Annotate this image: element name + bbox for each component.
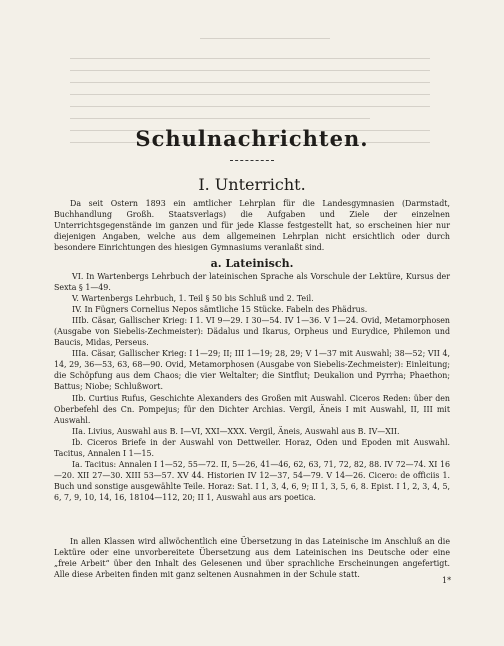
closing-paragraph (54, 536, 450, 580)
list-item: IIIb. Cäsar, Gallischer Krieg: I 1. VI 9—29. I 30—54. IV 1—36. V 1—24. Ovid, Metamorphosen (Ausgabe von Siebelis-Zechmeister): Dädalus und Ikarus, Orpheus und Eurydice, Philemon und Baucis, Midas, Perseus. (54, 316, 450, 348)
list-item: V. Wartenbergs Lehrbuch, 1. Teil § 50 bis Schluß und 2. Teil. (72, 294, 314, 304)
closing-text: In allen Klassen wird allwöchentlich eine Übersetzung in das Lateinische im Anschluß an die Lektüre oder eine unvorbereitete Übersetzung aus dem Lateinischen ins Deutsche oder eine „freie Arbeit“ über den Inhalt des Gelesenen und über sprachliche Erscheinungen angefertigt. Alle diese Arbeiten finden mit ganz seltenen Ausnahmen in der Schule statt. (54, 537, 450, 580)
intro-paragraph (54, 198, 450, 253)
list-item: Ib. Ciceros Briefe in der Auswahl von Dettweiler. Horaz, Oden und Epoden mit Auswahl. Tacitus, Annalen I 1—15. (54, 437, 450, 458)
list-item: IV. In Fügners Cornelius Nepos sämtliche 15 Stücke. Fabeln des Phädrus. (72, 305, 368, 315)
list-item: IIIa. Cäsar, Gallischer Krieg: I 1—29; II; III 1—19; 28, 29; V 1—37 mit Auswahl; 38—52; VII 4, 14, 29, 36—53, 63, 68—90. Ovid, Metamorphosen (Ausgabe von Siebelis-Zechmeister): Einleitung; die Schöpfung aus dem Chaos; die vier Weltalter; die Sintflut; Deukalion und Pyrrha; Phaethon; Battus; Niobe; Schlußwort. (54, 349, 450, 392)
list-item: IIa. Livius, Auswahl aus B. I—VI, XXI—XXX. Vergil, Äneis, Auswahl aus B. IV—XII. (72, 426, 400, 436)
curriculum-list (54, 271, 450, 503)
list-item: IIb. Curtius Rufus, Geschichte Alexanders des Großen mit Auswahl. Ciceros Reden: über den Oberbefehl des Cn. Pompejus; für den Dichter Archias. Vergil, Äneis I mit Auswahl, II, III mit Auswahl. (54, 393, 450, 425)
section-heading: I. Unterricht. (198, 175, 306, 194)
signature-mark: 1* (442, 576, 452, 585)
subsection-heading: a. Lateinisch. (210, 257, 294, 270)
list-item: Ia. Tacitus: Annalen I 1—52, 55—72. II, 5—26, 41—46, 62, 63, 71, 72, 82, 88. IV 72—74. XI 16—20. XII 27—30. XIII 53—57. XV 44. Historien IV 12—37, 54—79. V 14—26. Cicero: de officiis 1. Buch und sonstige ausgewählte Teile. Horaz: Sat. I 1, 3, 4, 6, 9; II 1, 3, 5, 6, 8. Epist. I 1, 2, 3, 4, 5, 6, 7, 9, 10, 14, 16, 18104—112, 20; II 1, Auswahl aus ars poetica. (54, 459, 450, 502)
bleed-through-text (0, 0, 504, 140)
intro-text: Da seit Ostern 1893 ein amtlicher Lehrplan für die Landesgymnasien (Darmstadt, Buchhandlung Großh. Staatsverlags) die Aufgaben und Ziele der einzelnen Unterrichtsgegenstände im ganzen und für jede Klasse festgestellt hat, so erscheinen hier nur diejenigen Angaben, welche aus dem allgemeinen Lehrplan nicht ersichtlich oder durch besondere Einrichtungen des hiesigen Gymnasiums veranlaßt sind. (54, 199, 450, 253)
title-divider (230, 160, 274, 161)
page-title: Schulnachrichten. (135, 126, 369, 151)
list-item: VI. In Wartenbergs Lehrbuch der lateinischen Sprache als Vorschule der Lektüre, Kursus der Sexta § 1—49. (54, 272, 450, 293)
